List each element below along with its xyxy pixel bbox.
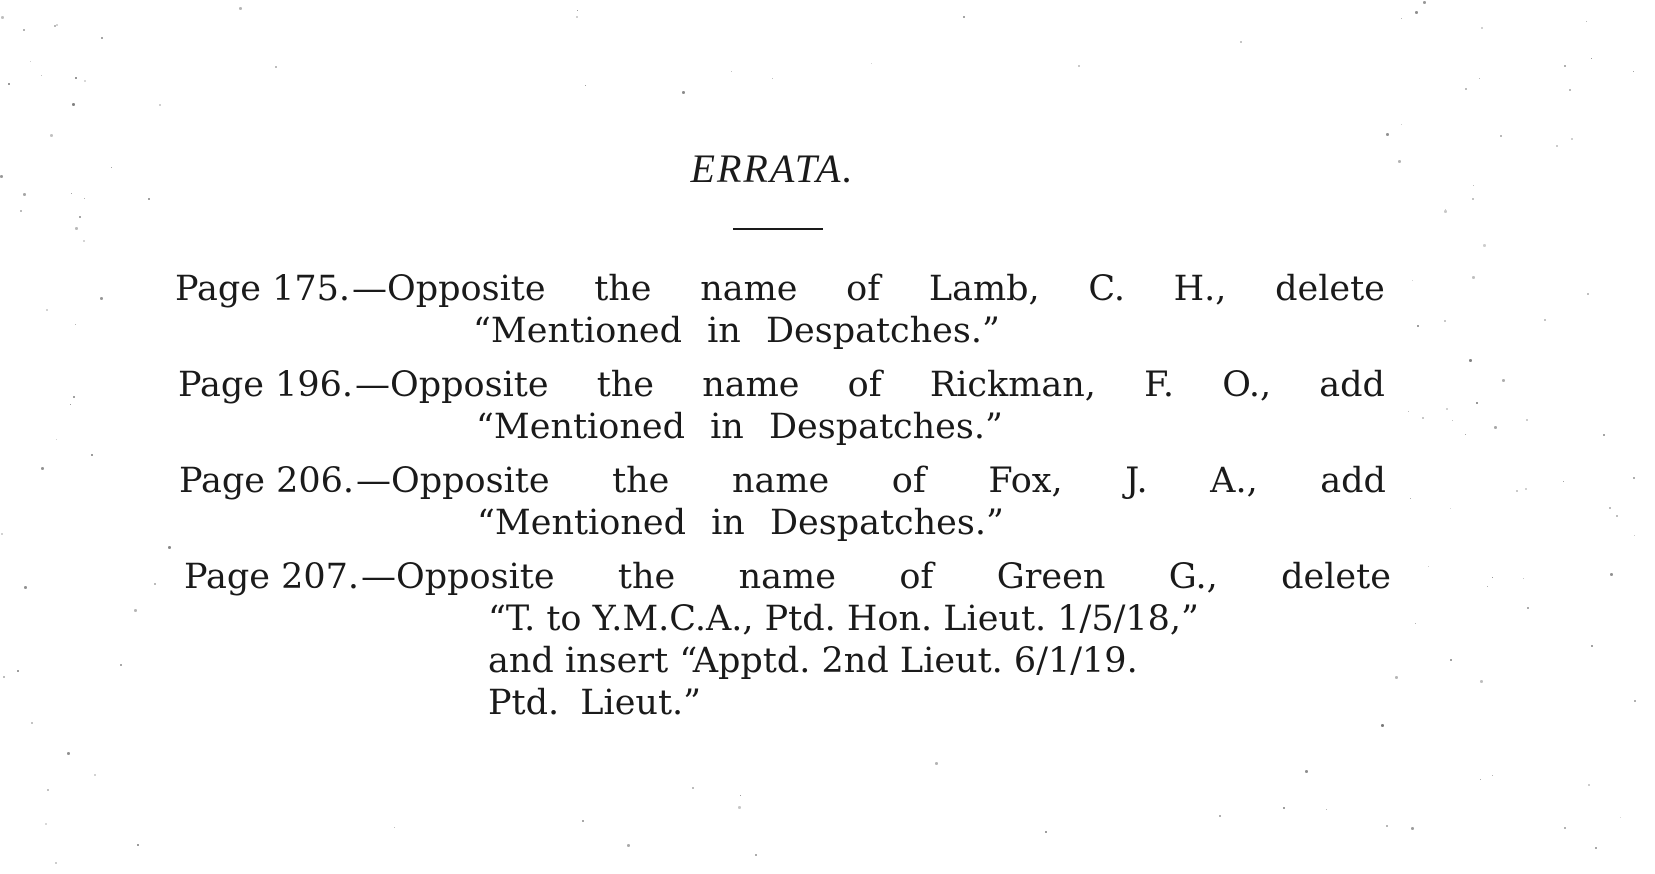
speck xyxy=(20,210,22,212)
speck xyxy=(23,193,26,196)
speck xyxy=(1634,700,1636,702)
speck xyxy=(1417,325,1419,327)
speck xyxy=(75,324,76,325)
speck xyxy=(1446,408,1448,410)
speck xyxy=(168,546,171,549)
speck xyxy=(935,762,938,765)
erratum-text xyxy=(353,364,1385,406)
word: Lamb, xyxy=(928,269,1040,309)
word: of xyxy=(847,365,882,405)
speck xyxy=(1422,417,1424,419)
word: J. xyxy=(1125,461,1148,501)
speck xyxy=(1494,426,1497,429)
erratum-continuation: “Mentioned in Despatches.” xyxy=(473,311,1000,351)
word: the xyxy=(617,557,676,597)
erratum-page-ref: Page 206. xyxy=(179,461,355,501)
speck xyxy=(1386,825,1388,827)
word: name xyxy=(731,461,830,501)
speck xyxy=(1587,293,1589,295)
speck xyxy=(1526,419,1528,421)
speck xyxy=(41,75,42,76)
speck xyxy=(1527,607,1529,609)
speck xyxy=(772,78,773,79)
speck xyxy=(1480,779,1481,780)
word: A., xyxy=(1210,461,1258,501)
erratum-continuation: “Mentioned in Despatches.” xyxy=(476,407,1003,447)
speck xyxy=(1401,18,1402,19)
word: delete xyxy=(1281,557,1391,597)
speck xyxy=(1481,27,1483,29)
title-rule xyxy=(733,228,823,230)
speck xyxy=(56,24,58,26)
speck xyxy=(84,80,86,82)
speck xyxy=(56,439,57,440)
speck xyxy=(239,7,242,10)
speck xyxy=(1633,71,1634,72)
speck xyxy=(1410,498,1411,499)
speck xyxy=(1411,827,1414,830)
speck xyxy=(1610,573,1613,576)
erratum-entry xyxy=(179,460,1386,544)
word: —Opposite xyxy=(352,269,546,309)
speck xyxy=(1487,586,1488,587)
word: 6/1/19. xyxy=(1013,641,1138,681)
speck xyxy=(1483,244,1486,247)
word: of xyxy=(891,461,926,501)
word: and xyxy=(488,641,554,681)
speck xyxy=(148,198,150,200)
word: “Apptd. xyxy=(679,641,811,681)
speck xyxy=(71,193,72,194)
speck xyxy=(70,404,71,405)
speck xyxy=(120,664,122,666)
speck xyxy=(79,216,81,218)
speck xyxy=(1620,817,1621,818)
speck xyxy=(1563,481,1564,482)
speck xyxy=(91,454,93,456)
erratum-first-line xyxy=(175,268,1385,310)
speck xyxy=(692,787,694,789)
speck xyxy=(1078,65,1080,67)
word: —Opposite xyxy=(361,557,555,597)
speck xyxy=(1588,784,1590,786)
speck xyxy=(1556,145,1558,147)
speck xyxy=(1634,535,1635,536)
speck xyxy=(75,77,77,79)
word: the xyxy=(612,461,670,501)
erratum-first-line xyxy=(184,556,1391,598)
erratum-first-line xyxy=(178,364,1385,406)
word: —Opposite xyxy=(356,461,550,501)
speck xyxy=(159,104,161,106)
speck xyxy=(46,309,48,311)
speck xyxy=(1395,676,1398,679)
speck xyxy=(1564,65,1566,67)
speck xyxy=(1450,659,1452,661)
speck xyxy=(1472,276,1475,279)
speck xyxy=(1500,135,1502,137)
speck xyxy=(3,676,5,678)
speck xyxy=(1386,133,1389,136)
word: F. xyxy=(1144,365,1175,405)
speck xyxy=(67,752,70,755)
speck xyxy=(1219,815,1221,817)
speck xyxy=(582,820,584,822)
speck xyxy=(1492,775,1493,776)
speck xyxy=(94,774,96,776)
erratum-page-ref: Page 207. xyxy=(184,557,360,597)
speck xyxy=(55,862,57,864)
speck xyxy=(41,467,44,470)
word: Lieut. xyxy=(899,641,1003,681)
speck xyxy=(1415,623,1416,624)
word: O., xyxy=(1222,365,1272,405)
speck xyxy=(394,827,395,828)
speck xyxy=(1525,488,1527,490)
word: H., xyxy=(1173,269,1227,309)
word: Rickman, xyxy=(929,365,1096,405)
speck xyxy=(45,823,47,825)
word: the xyxy=(594,269,652,309)
speck xyxy=(23,29,25,31)
erratum-continuation: “Mentioned in Despatches.” xyxy=(477,503,1004,543)
speck xyxy=(31,722,33,724)
erratum-page-ref: Page 175. xyxy=(175,269,351,309)
word: insert xyxy=(564,641,669,681)
speck xyxy=(1591,645,1593,647)
speck xyxy=(1283,807,1285,809)
speck xyxy=(963,16,965,18)
erratum-first-line xyxy=(179,460,1386,502)
speck xyxy=(101,37,103,39)
speck xyxy=(73,396,75,398)
speck xyxy=(1571,138,1573,140)
erratum-continuation: “T. to Y.M.C.A., Ptd. Hon. Lieut. 1/5/18,” xyxy=(488,599,1199,639)
speck xyxy=(1240,41,1242,43)
word: of xyxy=(899,557,934,597)
speck xyxy=(740,795,741,796)
speck xyxy=(731,71,732,72)
word: add xyxy=(1319,365,1385,405)
speck xyxy=(576,16,578,18)
speck xyxy=(8,83,10,85)
word: G., xyxy=(1168,557,1218,597)
speck xyxy=(1445,209,1446,210)
speck xyxy=(1544,319,1546,321)
word: add xyxy=(1320,461,1386,501)
speck xyxy=(585,85,586,86)
erratum-text xyxy=(354,460,1386,502)
speck xyxy=(1523,578,1524,579)
word: the xyxy=(596,365,655,405)
word: delete xyxy=(1275,269,1385,309)
word: C. xyxy=(1088,269,1125,309)
speck xyxy=(1569,89,1571,91)
speck xyxy=(1616,515,1618,517)
speck xyxy=(1,16,4,19)
erratum-text xyxy=(359,556,1391,598)
speck xyxy=(1609,507,1611,509)
speck xyxy=(1401,124,1402,125)
speck xyxy=(1492,577,1493,578)
erratum-page-ref: Page 196. xyxy=(178,365,354,405)
erratum-entry xyxy=(184,556,1391,724)
word: Fox, xyxy=(988,461,1063,501)
word: 2nd xyxy=(821,641,889,681)
speck xyxy=(1472,198,1474,200)
erratum-text xyxy=(350,268,1385,310)
speck xyxy=(30,61,31,62)
speck xyxy=(75,227,78,230)
speck xyxy=(154,583,156,585)
speck xyxy=(1408,411,1409,412)
speck xyxy=(1444,320,1446,322)
speck xyxy=(682,91,685,94)
word: of xyxy=(846,269,881,309)
erratum-entry xyxy=(175,268,1385,352)
speck xyxy=(1480,680,1483,683)
speck xyxy=(1412,280,1413,281)
speck xyxy=(137,844,139,846)
speck xyxy=(1603,434,1605,436)
page-title: ERRATA. xyxy=(690,146,855,191)
speck xyxy=(1516,490,1518,492)
speck xyxy=(1326,809,1327,810)
erratum-continuation: Ptd. Lieut.” xyxy=(488,683,702,723)
speck xyxy=(1476,402,1478,404)
speck xyxy=(1591,58,1592,59)
speck xyxy=(1450,508,1451,509)
speck xyxy=(1465,88,1467,90)
word: name xyxy=(702,365,800,405)
speck xyxy=(1633,477,1635,479)
erratum-entry xyxy=(178,364,1385,448)
speck xyxy=(1444,210,1447,213)
speck xyxy=(1452,420,1453,421)
word: name xyxy=(738,557,836,597)
speck xyxy=(1586,21,1587,22)
speck xyxy=(871,63,872,64)
speck xyxy=(1045,831,1047,833)
speck xyxy=(100,297,103,300)
speck xyxy=(1428,566,1429,567)
speck xyxy=(1502,379,1505,382)
speck xyxy=(1465,434,1466,435)
word: —Opposite xyxy=(355,365,549,405)
word: Green xyxy=(996,557,1106,597)
speck xyxy=(1,533,3,535)
speck xyxy=(50,134,53,137)
speck xyxy=(47,789,49,791)
speck xyxy=(24,586,27,589)
speck xyxy=(1469,359,1472,362)
speck xyxy=(1423,1,1426,4)
speck xyxy=(1564,827,1566,829)
speck xyxy=(1305,770,1308,773)
speck xyxy=(755,854,757,856)
speck xyxy=(1479,78,1480,79)
speck xyxy=(627,844,630,847)
speck xyxy=(1415,11,1418,14)
speck xyxy=(275,66,277,68)
speck xyxy=(577,10,578,11)
speck xyxy=(72,103,75,106)
speck xyxy=(1595,847,1597,849)
speck xyxy=(1381,724,1384,727)
word: name xyxy=(700,269,798,309)
speck xyxy=(738,806,741,809)
speck xyxy=(17,670,19,672)
speck xyxy=(1473,185,1474,186)
speck xyxy=(83,240,85,242)
speck xyxy=(134,609,137,612)
erratum-continuation xyxy=(184,640,1391,682)
speck xyxy=(84,198,85,199)
